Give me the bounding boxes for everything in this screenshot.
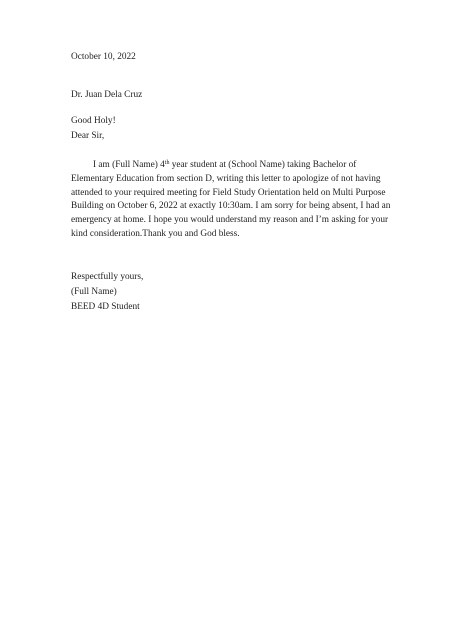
body-line-3: attended to your required meeting for Field Study Orientation held on Multi Purpose [71,187,386,198]
salutation: Dear Sir, [71,131,105,141]
body-line-5: emergency at home. I hope you would understand my reason and I’m asking for your [71,215,389,226]
ordinal-superscript: th [164,160,170,166]
recipient-name: Dr. Juan Dela Cruz [71,90,143,100]
body-line-6: kind consideration.Thank you and God bless. [71,228,240,239]
greeting: Good Holy! [71,116,116,126]
letter-body [71,159,407,242]
body-line-2: Elementary Education from section D, writing this letter to apologize of not having [71,173,381,184]
signature-name: (Full Name) [71,287,117,297]
body-line-1: I am (Full Name) 4th year student at (School Name) taking Bachelor of [93,160,357,170]
signature-title: BEED 4D Student [71,302,140,312]
closing: Respectfully yours, [71,272,144,282]
body-line-4: Building on October 6, 2022 at exactly 10:30am. I am sorry for being absent, I had an [71,201,391,212]
letter-date: October 10, 2022 [71,52,136,62]
